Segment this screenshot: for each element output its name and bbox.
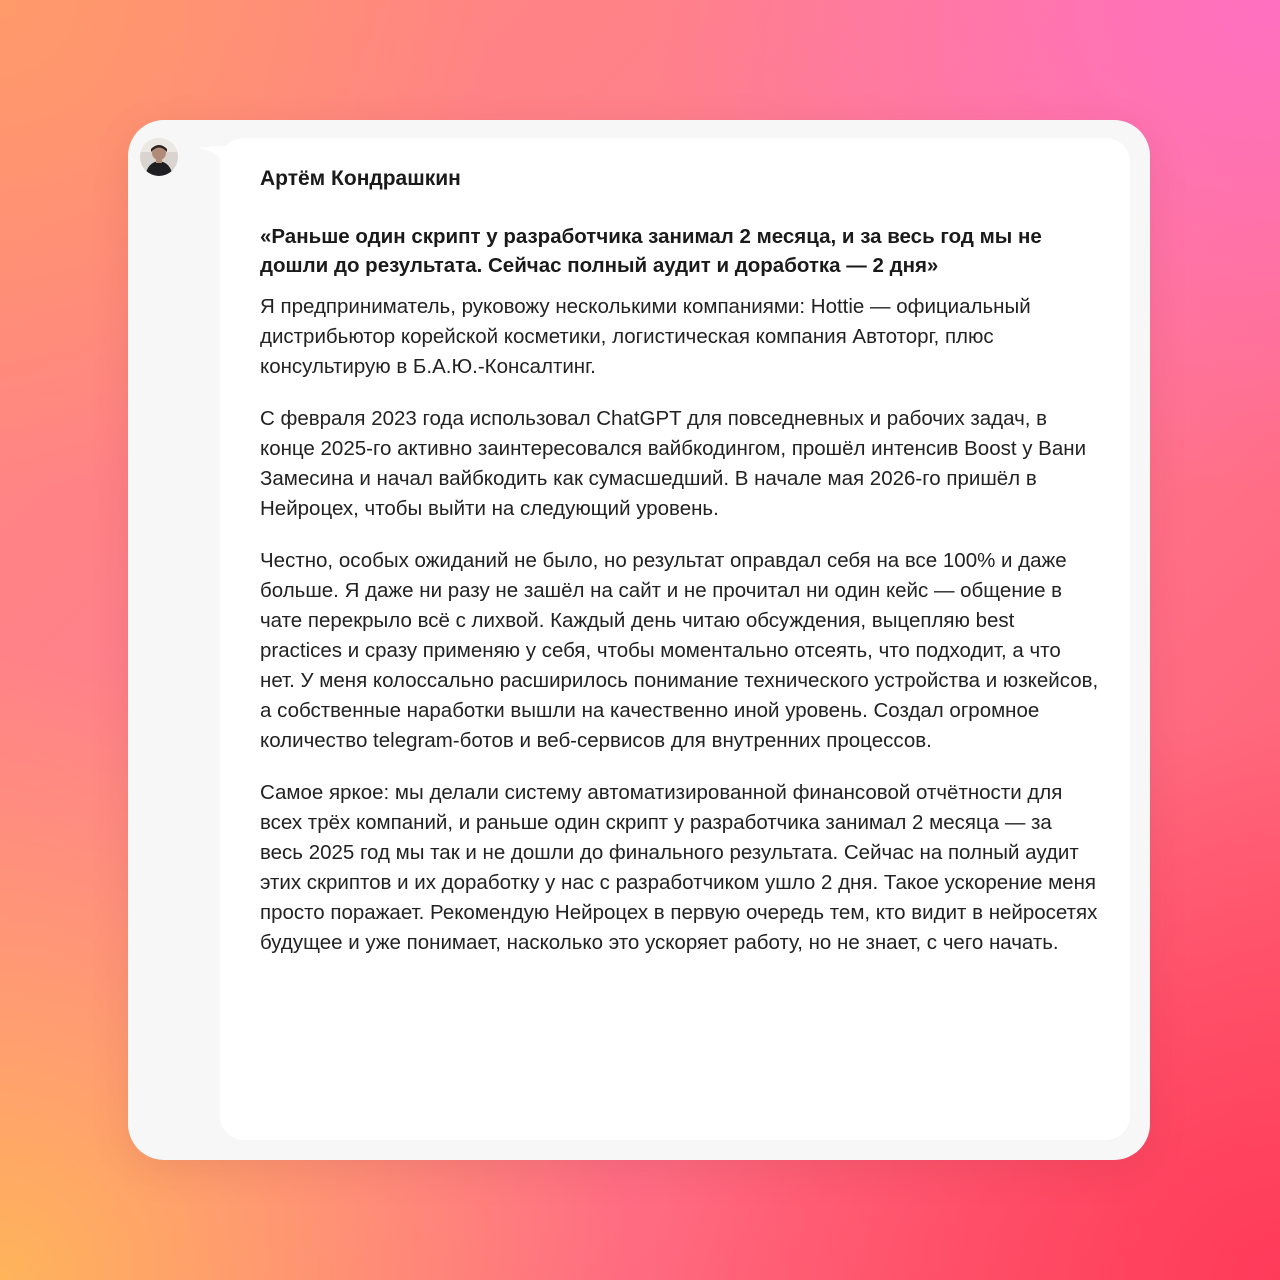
message-paragraph-2: С февраля 2023 года использовал ChatGPT для повседневных и рабочих задач, в конце 2025-го активно заинтересовался вайбкодингом, прошёл интенсив Boost у Вани Замесина и начал вайбкодить как сумасшедший. В начале мая 2026-го пришёл в Нейроцех, чтобы выйти на следующий уровень. <box>260 407 1087 520</box>
author-name[interactable]: Артём Кондрашкин <box>260 167 461 190</box>
testimonial-card <box>128 120 1150 1160</box>
message-bubble <box>220 138 1130 1140</box>
avatar-icon <box>140 138 178 176</box>
message-paragraph-4: Самое яркое: мы делали систему автоматизированной финансовой отчётности для всех трёх компаний, и раньше один скрипт у разработчика занимал 2 месяца — за весь 2025 год мы так и не дошли до финального результата. Сейчас на полный аудит этих скриптов и их доработку у нас с разработчиком ушло 2 дня. Такое ускорение меня просто поражает. Рекомендую Нейроцех в первую очередь тем, кто видит в нейросетях будущее и уже понимает, насколько это ускоряет работу, но не знает, с чего начать. <box>260 781 1098 954</box>
message-paragraph-1: Я предприниматель, руковожу несколькими компаниями: Hottie — официальный дистрибьютор корейской косметики, логистическая компания Автоторг, плюс консультирую в Б.А.Ю.-Консалтинг. <box>260 295 1031 378</box>
avatar[interactable] <box>140 138 178 176</box>
message-paragraph-3: Честно, особых ожиданий не было, но результат оправдал себя на все 100% и даже больше. Я даже ни разу не зашёл на сайт и не прочитал ни один кейс — общение в чате перекрыло всё с лихвой. Каждый день читаю обсуждения, выцепляю best practices и сразу применяю у себя, чтобы моментально отсеять, что подходит, а что нет. У меня колоссально расширилось понимание технического устройства и юзкейсов, а собственные наработки вышли на качественно иной уровень. Создал огромное количество telegram-ботов и веб-сервисов для внутренних процессов. <box>260 549 1099 752</box>
message-headline: «Раньше один скрипт у разработчика занимал 2 месяца, и за весь год мы не дошли до результата. Сейчас полный аудит и доработка — 2 дня» <box>260 225 1042 277</box>
